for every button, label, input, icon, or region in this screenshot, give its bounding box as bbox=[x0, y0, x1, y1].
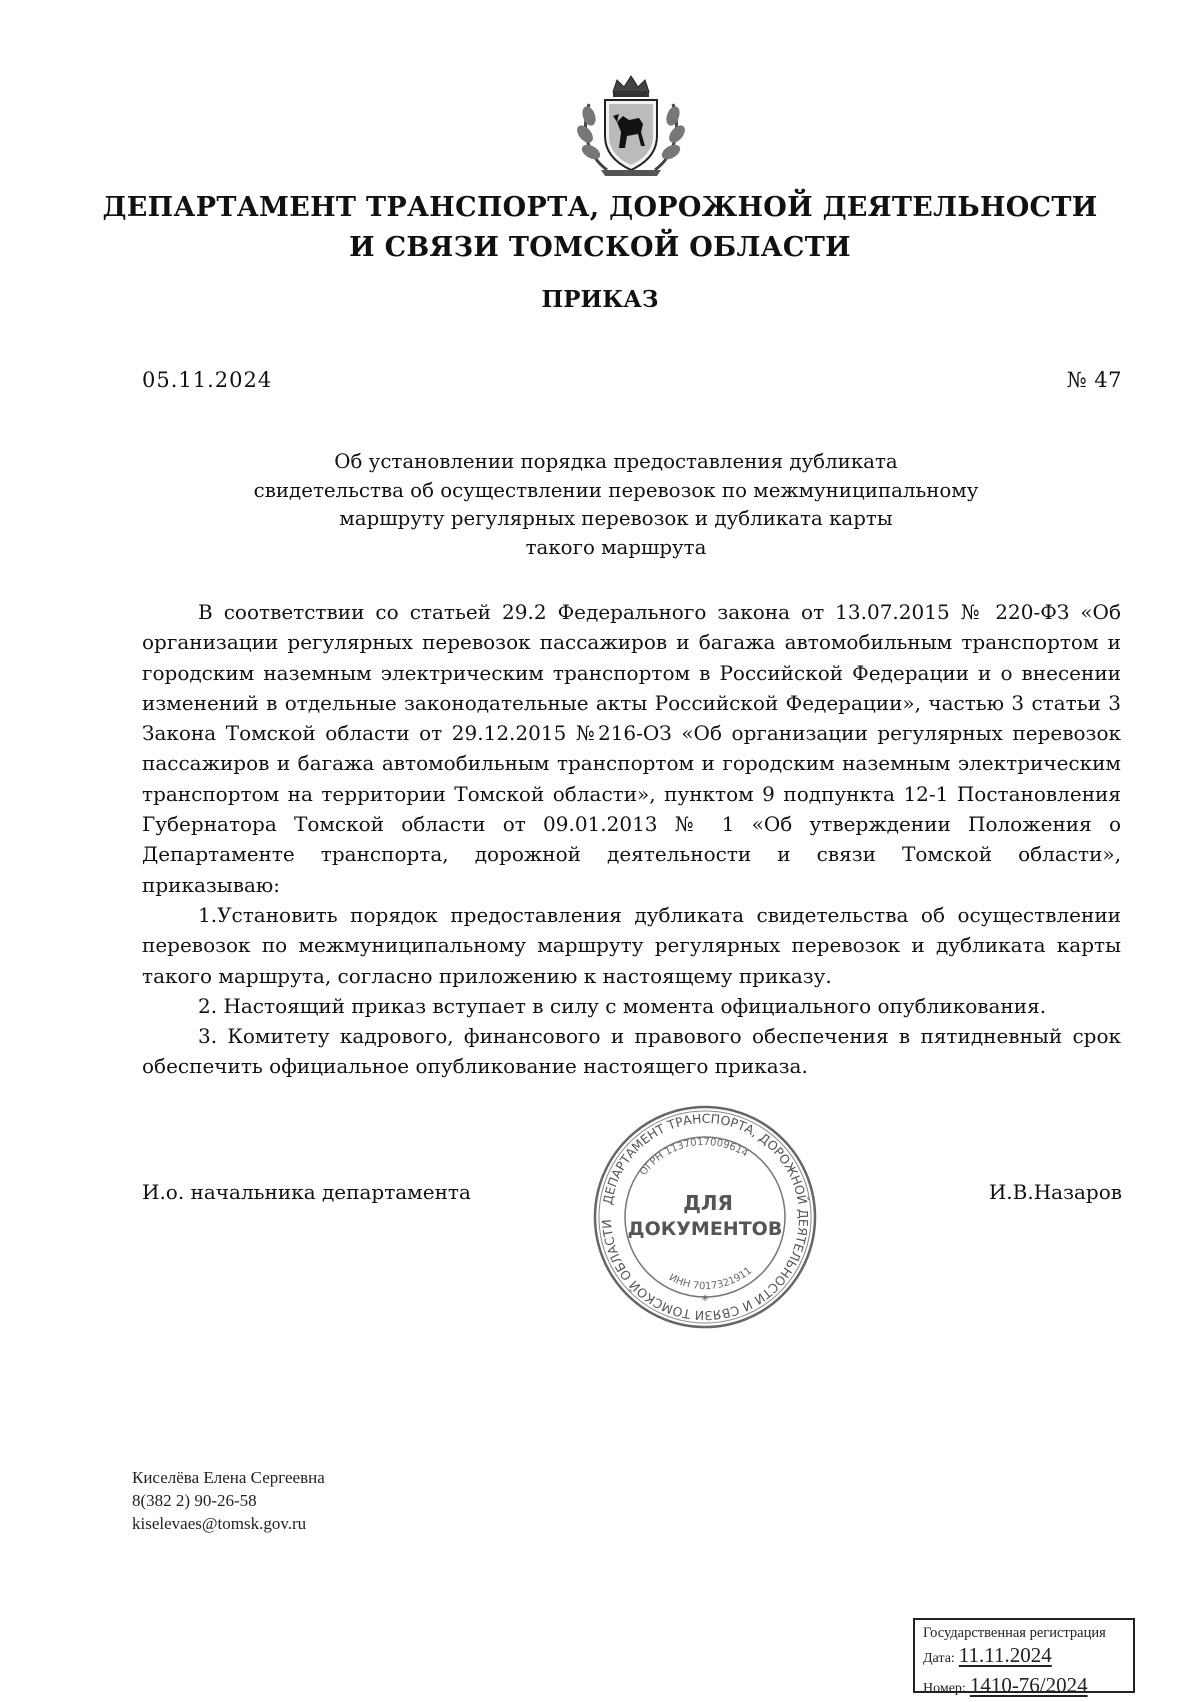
executor-phone: 8(382 2) 90-26-58 bbox=[132, 1491, 257, 1510]
preamble-paragraph: В соответствии со статьей 29.2 Федерального закона от 13.07.2015 № 220-ФЗ «Об организации регулярных перевозок пассажиров и багажа автомобильным транспортом и городским наземным электрическим транспортом в Российской Федерации и о внесении изменений в отдельные законодательные акты Российской Федерации», частью 3 статьи 3 Закона Томской области от 29.12.2015 №216-ОЗ «Об организации регулярных перевозок пассажиров и багажа автомобильным транспортом и городским наземным электрическим транспортом на территории Томской области», пунктом 9 подпункта 12-1 Постановления Губернатора Томской области от 09.01.2013 № 1 «Об утверждении Положения о Департаменте транспорта, дорожной деятельности и связи Томской области», приказываю: bbox=[142, 600, 1121, 897]
executor-contacts bbox=[132, 1466, 325, 1535]
state-registration-box bbox=[913, 1618, 1135, 1697]
seal-star: * bbox=[701, 1293, 709, 1309]
department-name-line1: ДЕПАРТАМЕНТ ТРАНСПОРТА, ДОРОЖНОЙ ДЕЯТЕЛЬНОСТИ bbox=[102, 192, 1098, 223]
registration-number-value: 1410-76/2024 bbox=[969, 1673, 1088, 1697]
order-body bbox=[142, 597, 1121, 1082]
seal-center-line2: ДОКУМЕНТОВ bbox=[627, 1218, 783, 1240]
seal-center-line1: ДЛЯ bbox=[683, 1191, 733, 1215]
registration-number-label: Номер: bbox=[923, 1681, 966, 1696]
order-item-1: 1.Установить порядок предоставления дубликата свидетельства об осуществлении перевозок по межмуниципальному маршруту регулярных перевозок и дубликата карты такого маршрута, согласно приложению к настоящему приказу. bbox=[142, 902, 1121, 988]
registration-date-row bbox=[923, 1642, 1125, 1672]
seal-ogrn-text bbox=[638, 1137, 750, 1178]
seal-outer-text-path: ДЕПАРТАМЕНТ ТРАНСПОРТА, ДОРОЖНОЙ ДЕЯТЕЛЬНОСТИ И СВЯЗИ ТОМСКОЙ ОБЛАСТИ bbox=[598, 1110, 812, 1324]
subject-line: свидетельства об осуществлении перевозок по межмуниципальному bbox=[253, 478, 979, 502]
department-name bbox=[0, 188, 1200, 268]
registration-title: Государственная регистрация bbox=[923, 1625, 1106, 1641]
executor-email: kiselevaes@tomsk.gov.ru bbox=[132, 1514, 307, 1533]
order-number: № 47 bbox=[1066, 368, 1122, 392]
order-item-2: 2. Настоящий приказ вступает в силу с момента официального опубликования. bbox=[198, 993, 1047, 1018]
subject-line: такого маршрута bbox=[525, 535, 707, 559]
tomsk-coat-of-arms-emblem bbox=[567, 70, 695, 180]
subject-line: маршруту регулярных перевозок и дубликата карты bbox=[339, 507, 893, 530]
document-type-title: ПРИКАЗ bbox=[541, 286, 659, 313]
order-subject bbox=[200, 448, 1032, 562]
executor-name: Киселёва Елена Сергеевна bbox=[132, 1468, 325, 1487]
department-name-line2: И СВЯЗИ ТОМСКОЙ ОБЛАСТИ bbox=[349, 232, 851, 263]
order-date: 05.11.2024 bbox=[142, 368, 273, 392]
registration-date-value: 11.11.2024 bbox=[958, 1643, 1052, 1667]
subject-line: Об установлении порядка предоставления дубликата bbox=[334, 450, 898, 473]
seal-inn-path: ИНН 7017321911 bbox=[667, 1265, 754, 1293]
registration-date-label: Дата: bbox=[923, 1651, 955, 1666]
seal-ogrn-path: ОГРН 1137017009614 bbox=[638, 1136, 750, 1178]
signatory-name: И.В.Назаров bbox=[988, 1180, 1122, 1204]
order-item-3: 3. Комитету кадрового, финансового и правового обеспечения в пятидневный срок обеспечить официальное опубликование настоящего приказа. bbox=[142, 1024, 1121, 1079]
signatory-position: И.о. начальника департамента bbox=[142, 1180, 471, 1204]
official-seal-stamp bbox=[590, 1102, 820, 1332]
